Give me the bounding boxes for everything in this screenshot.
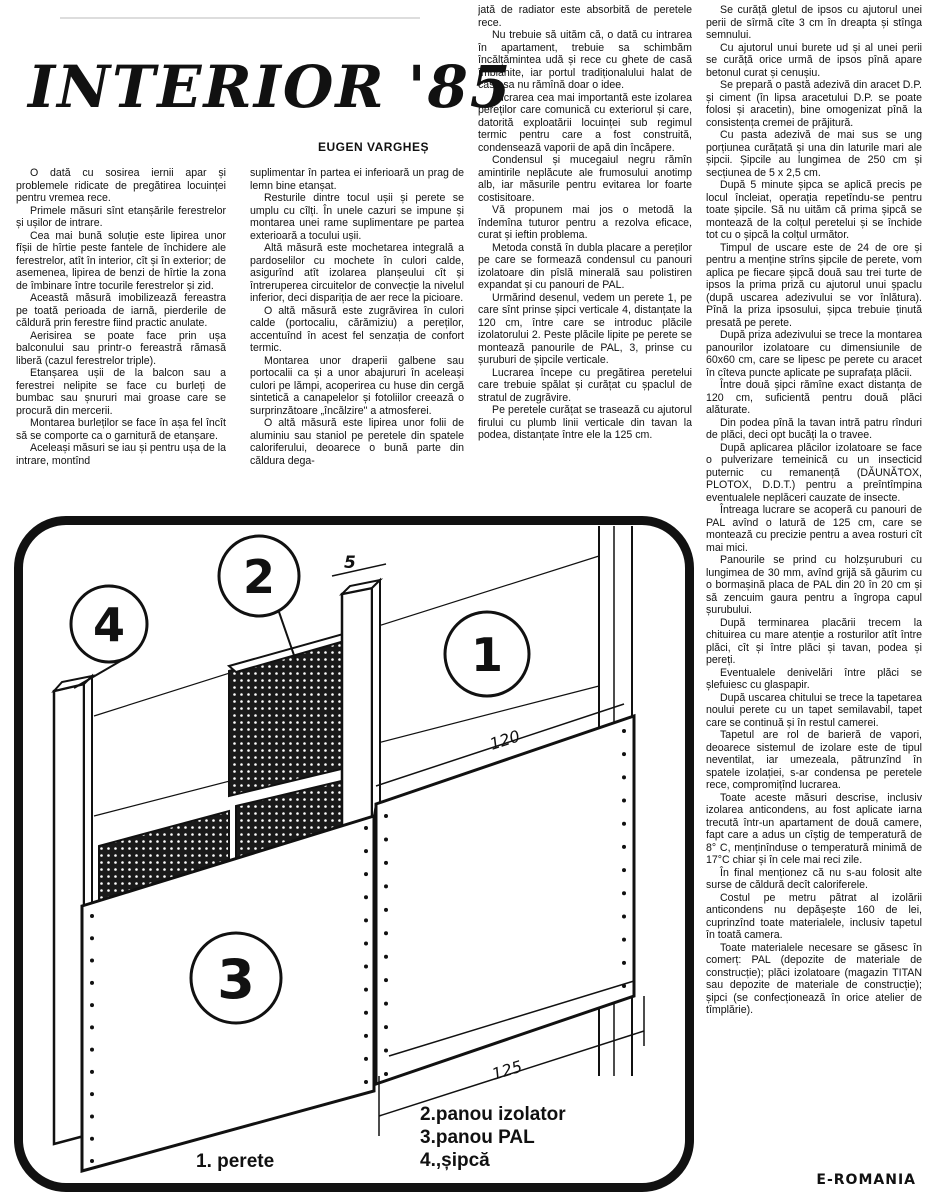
paragraph: Montarea unor draperii galbene sau portocalii ca și a unor abajururi în aceleași culori pe lămpi, acoperirea cu huse din cergă sintetică a canapelelor și fotoliilor creează o surprinzătoare „încălzire" a atmosferei. [250, 354, 464, 417]
callout-label-4: 4 [92, 598, 126, 652]
legend-item-4: 4.,șipcă [420, 1150, 490, 1171]
paragraph: Aerisirea se poate face prin ușa balconului sau printr-o fereastră rămasă liberă (cazul ferestrelor triple). [16, 329, 226, 367]
screw-dot [384, 884, 388, 888]
screw-dot [364, 895, 368, 899]
paragraph: Lucrarea începe cu pregătirea peretelui care trebuie spălat și curățat cu șpaclul de stratul de zugrăvire. [478, 366, 692, 404]
screw-dot [90, 1070, 94, 1074]
paragraph: După priza adezivului se trece la montarea panourilor izolatoare cu dimensiunile de 60x60 cm, care se lipesc pe perete cu aracet în cîteva puncte aplicate pe suprafața plăcii. [706, 329, 922, 379]
screw-dot [90, 1159, 94, 1163]
legend-item-1: 1. perete [196, 1151, 275, 1172]
screw-dot [622, 752, 626, 756]
screw-dot [384, 1049, 388, 1053]
screw-dot [90, 936, 94, 940]
screw-dot [364, 965, 368, 969]
screw-dot [384, 1025, 388, 1029]
paragraph: O dată cu sosirea iernii apar și problemele ridicate de pregătirea locuinței pentru vremea rece. [16, 167, 226, 204]
paragraph: Această măsură imobilizează fereastra pe toată perioada de iarnă, pierderile de căldură prin ferestre fiind practic anulate. [16, 292, 226, 329]
screw-dot [364, 918, 368, 922]
paragraph: Etanșarea ușii de la balcon sau a ferestrei nelipite se face cu burleți de bumbac sau șnururi mai groase care se procură din mercerii. [16, 367, 226, 417]
screw-dot [364, 1057, 368, 1061]
screw-dot [384, 908, 388, 912]
screw-dot [364, 849, 368, 853]
paragraph: Condensul și mucegaiul negru rămîn amintirile neplăcute ale frumosului anotimp alb, iar măsurile pentru evitarea lor foarte costisitoare. [478, 154, 692, 204]
callout-label-3: 3 [217, 948, 255, 1011]
screw-dot [364, 988, 368, 992]
screw-dot [384, 861, 388, 865]
site-watermark [816, 1172, 916, 1188]
paragraph: Cu ajutorul unui burete ud și al unei perii se curăță orice urmă de ipsos pînă apare betonul curat și cenușiu. [706, 41, 922, 79]
paragraph: Timpul de uscare este de 24 de ore și pentru a menține strîns șipcile de perete, vom aplica pe fiecare șipcă două sau trei turte de ipsos la prima priză cu ajutorul unui șpaclu (după uscarea adezivului se vor înlătura). Pînă la priza ipsosului, șipca trebuie ținută presată pe perete. [706, 241, 922, 329]
screw-dot [364, 1011, 368, 1015]
paragraph: Între două șipci rămîne exact distanța de 120 cm, suficientă pentru două plăci alăturate. [706, 379, 922, 416]
screw-dot [622, 822, 626, 826]
screw-dot [90, 959, 94, 963]
text-column-4 [706, 4, 922, 1194]
screw-dot [384, 978, 388, 982]
paragraph: suplimentar în partea ei inferioară un prag de lemn bine etanșat. [250, 167, 464, 192]
screw-dot [622, 845, 626, 849]
paragraph: Urmărind desenul, vedem un perete 1, pe care sînt prinse șipci verticale 4, distanțate la 120 cm, între care se introduc plăcile izolatorului 2. Peste plăcile lipite pe perete se montează panourile de PAL, 3, prinse cu șuruburi de șipcile verticale. [478, 291, 692, 366]
paragraph: Lucrarea cea mai importantă este izolarea pereților care comunică cu exteriorul și care, datorită exploatării locuinței sub regimul termic pentru care a fost construită, condensează vaporii de apă din încăpere. [478, 91, 692, 154]
screw-dot [364, 826, 368, 830]
paragraph: După 5 minute șipca se aplică precis pe locul încleiat, operația repetîndu-se pentru toate șipcile. Să nu uităm că prima șipcă se montează de la colțul peretelui și se închide tot cu o șipcă la colțul următor. [706, 179, 922, 241]
screw-dot [622, 799, 626, 803]
diagram-legend [420, 1103, 566, 1172]
paragraph: În final menționez că nu s-au folosit alte surse de căldură decît caloriferele. [706, 866, 922, 891]
paragraph: Eventualele denivelări între plăci se șlefuiesc cu glaspapir. [706, 666, 922, 691]
screw-dot [622, 961, 626, 965]
screw-dot [384, 814, 388, 818]
top-edge-remnant [0, 0, 470, 20]
paragraph: Nu trebuie să uităm că, o dată cu intrarea în apartament, trebuie sa schimbăm încălțămintea udă și rece cu ghete de casă îmblănite, iar portul tradiționalului halat de casă sa nu rămînă doar o idee. [478, 29, 692, 91]
paragraph: O altă măsură este zugrăvirea în culori calde (portocaliu, cărămiziu) a pereților, accentuînd în acest fel senzația de confort termic. [250, 304, 464, 354]
legend-item-3: 3.panou PAL [420, 1127, 535, 1148]
article-author: EUGEN VARGHEȘ [318, 140, 429, 154]
paragraph: Metoda constă în dubla placare a pereților pe care se formează condensul cu panouri izolatoare din pîslă minerală sau polistiren expandat și cu panouri de PAL. [478, 241, 692, 291]
paragraph: Se prepară o pastă adezivă din aracet D.P. și ciment (în lipsa aracetului D.P. se poate folosi și aracetin), bine omogenizat pînă la consistența cremei de prăjitură. [706, 79, 922, 129]
text-column-3 [478, 4, 692, 504]
paragraph: Panourile se prind cu holzșuruburi cu lungimea de 30 mm, avînd grijă să găurim cu o bormașină placa de PAL din 20 în 20 cm și să zencuim gaura pentru a îngropa capul șurubului. [706, 554, 922, 616]
screw-dot [622, 891, 626, 895]
screw-dot [384, 1002, 388, 1006]
paragraph: Resturile dintre tocul ușii și perete se umplu cu cîlți. În unele cazuri se impune și montarea unei rame suplimentare pe partea exterioară a tocului ușii. [250, 192, 464, 242]
screw-dot [364, 1034, 368, 1038]
paragraph: Tapetul are rol de barieră de vapori, deoarece sistemul de izolare este de tipul neventilat, iar umezeala, pătrunzînd în spatele izolației, s-ar condensa pe peretele rece, compromițînd lucrarea. [706, 729, 922, 791]
paragraph: Costul pe metru pătrat al izolării anticondens nu depășește 160 de lei, cuprinzînd toate materialele, inclusiv tapetul în toată camera. [706, 891, 922, 941]
screw-dot [622, 914, 626, 918]
screw-dot [622, 775, 626, 779]
screw-dot [90, 1114, 94, 1118]
paragraph: După aplicarea plăcilor izolatoare se face o pulverizare temeinică cu un insecticid puternic cu remanență (DĂUNĂTOX, PLOTOX, D.D.T.) pentru a preîntîmpina eventualele neplăceri cauzate de insecte. [706, 441, 922, 504]
dimension-label-5: 5 [344, 553, 356, 573]
paragraph: Din podea pînă la tavan intră patru rînduri de plăci, deci opt bucăți la o travee. [706, 416, 922, 441]
paragraph: jată de radiator este absorbită de peretele rece. [478, 4, 692, 29]
screw-dot [364, 941, 368, 945]
article-title: INTERIOR '85 [28, 53, 513, 121]
text-column-1 [16, 167, 226, 502]
paragraph: După uscarea chitului se trece la tapetarea noului perete cu un tapet semilavabil, tapet care se continuă și în restul camerei. [706, 691, 922, 729]
screw-dot [90, 1137, 94, 1141]
paragraph: Vă propunem mai jos o metodă la îndemîna tuturor pentru a rezolva eficace, curat și ieftin problema. [478, 204, 692, 241]
screw-dot [90, 1092, 94, 1096]
screw-dot [90, 914, 94, 918]
paragraph: Primele măsuri sînt etanșările ferestrelor și ușilor de intrare. [16, 204, 226, 229]
screw-dot [622, 868, 626, 872]
screw-dot [90, 1003, 94, 1007]
legend-item-2: 2.panou izolator [420, 1104, 566, 1125]
screw-dot [90, 981, 94, 985]
watermark-text: E-ROMANIA [816, 1172, 916, 1188]
screw-dot [384, 1072, 388, 1076]
paragraph: Montarea burleților se face în așa fel încît să se comporte ca o garnitură de etanșare. [16, 417, 226, 442]
screw-dot [384, 955, 388, 959]
paragraph: Toate aceste măsuri descrise, inclusiv izolarea anticondens, au fost aplicate iarna trecută într-un apartament de două camere, fapt care a adus un cîștig de temperatură de 8° C, menținînduse o temperatură minimă de 17°C chiar și în cele mai reci zile. [706, 791, 922, 866]
dimension-label-120: 120 [487, 726, 523, 754]
screw-dot [622, 729, 626, 733]
paragraph: Întreaga lucrare se acoperă cu panouri de PAL avînd o latură de 125 cm, care se montează cu precizie pentru a avea rosturi cît mai mici. [706, 504, 922, 554]
callout-label-1: 1 [470, 628, 504, 682]
screw-dot [384, 931, 388, 935]
paragraph: Aceleași măsuri se iau și pentru ușa de la intrare, montînd [16, 442, 226, 467]
screw-dot [622, 938, 626, 942]
paragraph: Altă măsură este mochetarea integrală a pardoselilor cu mochete în culori calde, asigurînd atît izolarea planșeului cît și întreruperea circuitelor de convecție la nivelul inferior, deci dispariția de aer rece la picioare. [250, 242, 464, 304]
paragraph: După terminarea placării trecem la chituirea cu mare atenție a rosturilor atît între plăci, cît și între plăci și tavan, podea și pereți. [706, 616, 922, 666]
screw-dot [364, 872, 368, 876]
paragraph: Cu pasta adezivă de mai sus se ung porțiunea curățată și una din laturile mari ale șipcii. Șipcile au lungimea de 250 cm și secțiunea de 5 x 2,5 cm. [706, 129, 922, 179]
text-column-2 [250, 167, 464, 502]
paragraph: Toate materialele necesare se găsesc în comerț: PAL (depozite de materiale de construcție); plăci izolatoare (magazin TITAN sau depozite de materiale de construcție); șipci (se confecționează în orice atelier de tîmplărie). [706, 941, 922, 1016]
paragraph: Pe peretele curățat se trasează cu ajutorul firului cu plumb linii verticale din tavan la podea, distanțate între ele la 125 cm. [478, 404, 692, 441]
dimension-label-125: 125 [489, 1056, 525, 1084]
wall-insulation-diagram [14, 516, 694, 1192]
screw-dot [90, 1048, 94, 1052]
paragraph: O altă măsură este lipirea unor folii de aluminiu sau staniol pe peretele din spatele caloriferului, deoarece o bună parte din căldura dega- [250, 417, 464, 467]
callout-label-2: 2 [242, 550, 276, 604]
paragraph: Cea mai bună soluție este lipirea unor fîșii de hîrtie peste fantele de închidere ale ferestrelor, atît în interior, cît și în exterior; de asemenea, lipirea de benzi de hîrtie la zona de îmbinare între tocurile ferestrelor și zid. [16, 229, 226, 292]
screw-dot [384, 837, 388, 841]
paragraph: Se curăță gletul de ipsos cu ajutorul unei perii de sîrmă cîte 3 cm în dreapta și stînga semnului. [706, 4, 922, 41]
screw-dot [90, 1025, 94, 1029]
screw-dot [364, 1080, 368, 1084]
